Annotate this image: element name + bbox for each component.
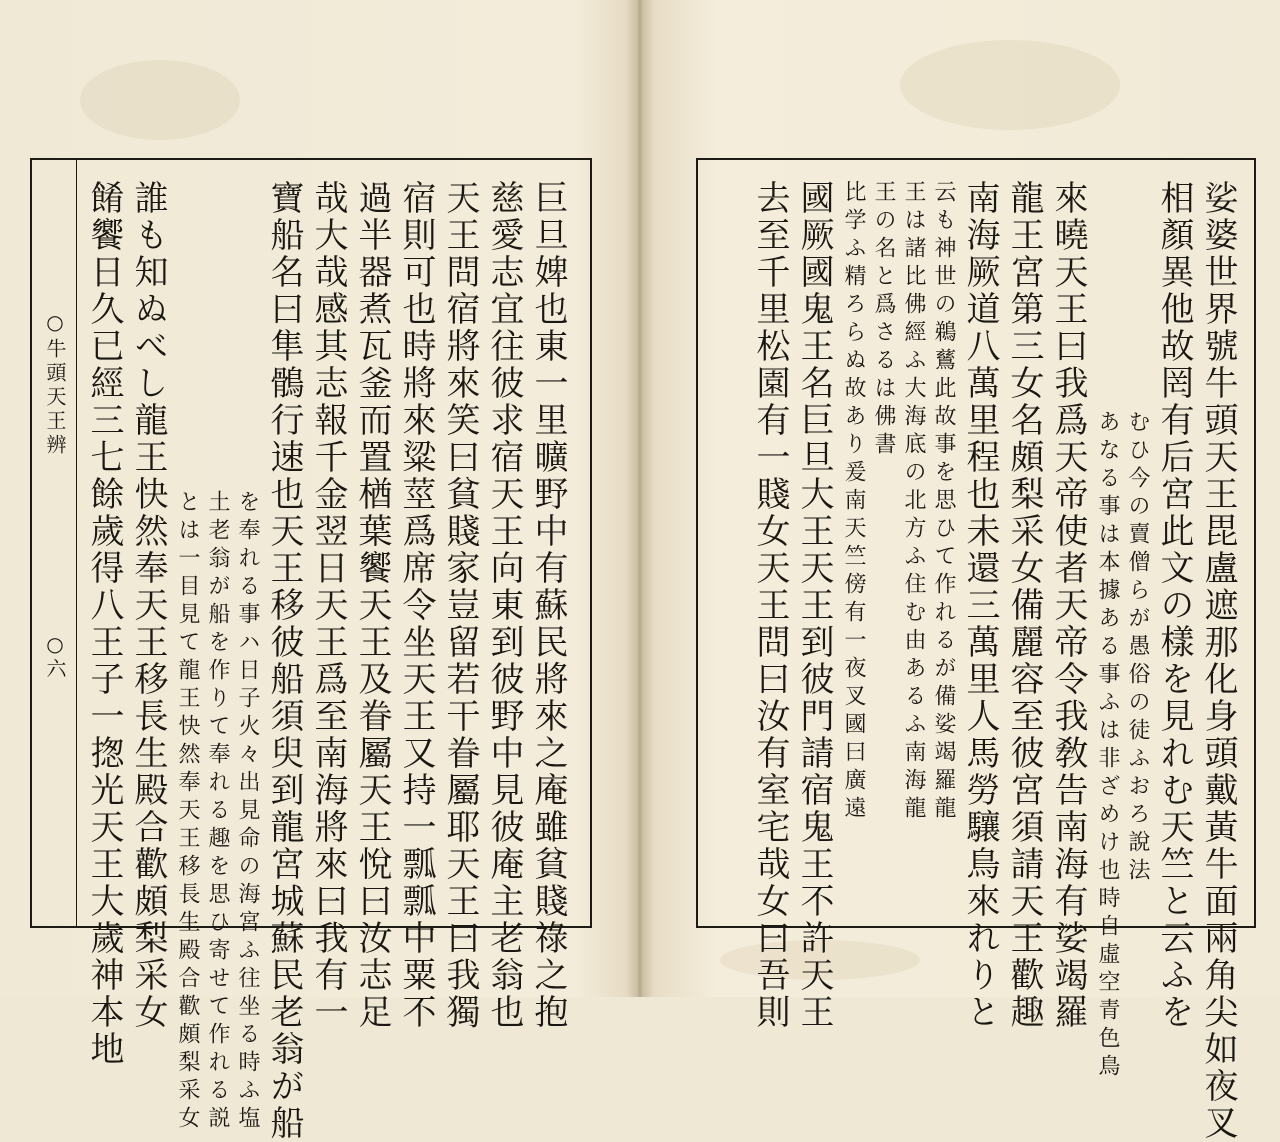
annotation-column: 王の名と爲さるは佛書 <box>871 180 896 460</box>
text-column: 南海厥道八萬里程也未還三萬里人馬勞驤鳥來れりと <box>960 180 1000 1031</box>
text-column: 來曉天王曰我爲天帝使者天帝令我敎告南海有娑竭羅 <box>1048 180 1088 1031</box>
text-column: 哉大哉感其志報千金翌日天王爲至南海將來曰我有一 <box>308 180 348 1031</box>
annotation-column: とは一目見て龍王快然奉天王移長生殿合歡頗梨采女 <box>175 490 200 1134</box>
text-column: 娑婆世界號牛頭天王毘盧遮那化身頭戴黃牛面兩角尖如夜叉 <box>1198 180 1238 1142</box>
text-column: 誰も知ぬべし龍王快然奉天王移長生殿合歡頗梨采女 <box>128 180 168 1031</box>
annotation-column: を奉れる事ハ日子火々出見命の海宮ふ往坐る時ふ塩 <box>235 490 260 1134</box>
text-column: 宿則可也時將來粱莖爲席令坐天王又持一瓢瓢中粟不 <box>396 180 436 1031</box>
page-number: ○六 <box>43 632 67 680</box>
annotation-column: あなる事は本據ある事ふは非ざめけ也時自虛空青色鳥 <box>1095 410 1120 1082</box>
annotation-column: 土老翁が船を作りて奉れる趣を思ひ寄せて作れる説 <box>205 490 230 1134</box>
annotation-column: むひ今の賣僧らが愚俗の徒ふおろ說法 <box>1125 410 1150 886</box>
right-page-frame <box>696 158 1256 1142</box>
text-column: 過半器煮瓦釜而置楢葉饗天王及眷屬天王悅曰汝志足 <box>352 180 392 1031</box>
text-column: 餚饗日久已經三七餘歲得八王子一揔光天王大歲神本地 <box>84 180 124 1068</box>
annotation-column: 比学ふ精ろらぬ故あり爰南天竺傍有一夜叉國曰廣遠 <box>841 180 866 824</box>
margin-title: ○牛頭天王辨 <box>43 310 67 458</box>
margin-rule <box>76 160 77 926</box>
annotation-column: 云も神世の鵜鶿此故事を思ひて作れるが備娑竭羅龍 <box>931 180 956 824</box>
text-column: 相顏異他故罔有后宮此文の樣を見れむ天竺と云ふを <box>1154 180 1194 1031</box>
text-column: 寶船名曰隼鶻行速也天王移彼船須臾到龍宮城蘇民老翁が船 <box>264 180 304 1142</box>
left-page-frame <box>30 158 592 1142</box>
right-page <box>640 0 1280 1142</box>
annotation-column: 王は諸比佛經ふ大海底の北方ふ住む由あるふ南海龍 <box>901 180 926 824</box>
text-column: 天王問宿將來笑曰貧賤家豈留若干眷屬耶天王曰我獨 <box>440 180 480 1031</box>
text-column: 慈愛志宜往彼求宿天王向東到彼野中見彼庵主老翁也 <box>484 180 524 1031</box>
text-column: 國厥國鬼王名巨旦大王天王到彼門請宿鬼王不許天王 <box>794 180 834 1031</box>
text-column: 去至千里松園有一賤女天王問曰汝有室宅哉女曰吾則 <box>750 180 790 1031</box>
text-column: 巨旦婢也東一里曠野中有蘇民將來之庵雖貧賤祿之抱 <box>528 180 568 1031</box>
text-column: 龍王宮第三女名頗梨采女備麗容至彼宮須請天王歡趣 <box>1004 180 1044 1031</box>
